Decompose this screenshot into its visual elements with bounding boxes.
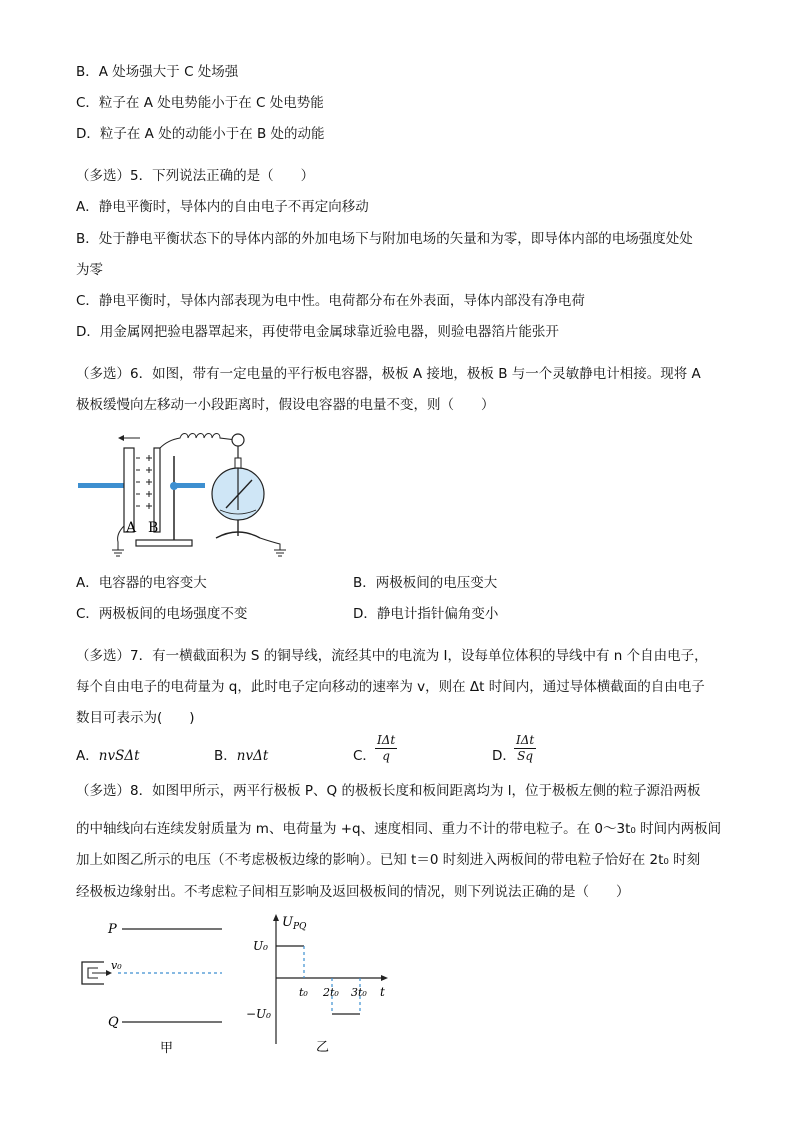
q7-option-c-label: C． — [353, 748, 376, 764]
q7-stem-line2: 每个自由电子的电荷量为 q，此时电子定向移动的速率为 v，则在 Δt 时间内，通过导体横截面的自由电子 — [76, 679, 705, 695]
q7-option-d-label: D． — [492, 748, 516, 764]
q8-stem-line4: 经极板边缘射出。不考虑粒子间相互影响及返回极板间的情况，则下列说法正确的是（ ） — [76, 884, 630, 900]
electrometer-knob — [232, 434, 244, 446]
q8-stem-line3: 加上如图乙所示的电压（不考虑极板边缘的影响）。已知 t＝0 时刻进入两板间的带电粒子恰好在 2t₀ 时刻 — [76, 852, 701, 868]
q7-option-b-expr: nvΔt — [236, 748, 269, 764]
ground-icon — [112, 550, 124, 556]
plate-b-charges — [146, 455, 152, 509]
label-p: P — [108, 922, 117, 937]
figure-jia-parallel-plates — [76, 912, 236, 1062]
connecting-wire — [160, 434, 236, 449]
q5-option-b-line1: B．处于静电平衡状态下的导体内部的外加电场下与附加电场的矢量和为零，即导体内部的电场强度处处 — [76, 231, 693, 247]
q7-option-b-label: B． — [214, 748, 237, 764]
figure-yi-voltage-graph — [246, 910, 396, 1060]
q4-option-b: B．A 处场强大于 C 处场强 — [76, 64, 239, 80]
ground-icon — [274, 550, 286, 556]
q6-stem-line2: 极板缓慢向左移动一小段距离时，假设电容器的电量不变，则（ ） — [76, 397, 495, 413]
q8-stem-line1: （多选）8．如图甲所示，两平行极板 P、Q 的极板长度和板间距离均为 l，位于极板左侧的粒子源沿两板 — [76, 783, 701, 799]
axis-label-t: t — [380, 985, 385, 999]
q7-option-a — [76, 746, 140, 766]
q7-option-c-numerator: IΔt — [377, 733, 396, 747]
caption-yi: 乙 — [316, 1040, 330, 1055]
axis-arrow-icon — [273, 914, 279, 921]
label-t0: t₀ — [299, 986, 308, 999]
stand-base — [136, 540, 192, 546]
capacitor-electrometer-figure — [76, 426, 300, 560]
plate-b-label: B — [148, 520, 159, 536]
q6-option-a: A．电容器的电容变大 — [76, 575, 207, 591]
label-u0: U₀ — [253, 939, 268, 953]
plate-a-label: A — [126, 520, 137, 536]
plate-a-charges — [136, 458, 140, 506]
clamp — [170, 482, 178, 490]
label-neg-u0: −U₀ — [246, 1007, 271, 1021]
q5-option-c: C．静电平衡时，导体内部表现为电中性。电荷都分布在外表面，导体内部没有净电荷 — [76, 293, 585, 309]
q7-stem-line3: 数目可表示为( ) — [76, 710, 195, 726]
q7-stem-line1: （多选）7．有一横截面积为 S 的铜导线，流经其中的电流为 I，设每单位体积的导线中有 n 个自由电子， — [76, 648, 708, 664]
q7-option-b — [214, 746, 268, 766]
label-3t0: 3t₀ — [351, 986, 367, 999]
q8-stem-line2: 的中轴线向右连续发射质量为 m、电荷量为 +q、速度相同、重力不计的带电粒子。在 0～3t₀ 时间内两板间 — [76, 821, 722, 837]
axis-label-u: $U_{PQ}$ — [282, 915, 307, 932]
q7-option-d-denominator: Sq — [517, 749, 534, 763]
q6-option-d: D．静电计指针偏角变小 — [353, 606, 499, 622]
q6-option-c: C．两极板间的电场强度不变 — [76, 606, 248, 622]
axis-arrow-icon — [381, 975, 388, 981]
q6-option-b: B．两极板间的电压变大 — [353, 575, 498, 591]
arrow-left-icon — [118, 435, 124, 441]
q7-option-a-expr: nvSΔt — [98, 748, 140, 764]
caption-jia: 甲 — [160, 1041, 174, 1056]
q7-option-d-fraction — [514, 733, 536, 764]
q7-option-c-fraction — [375, 733, 397, 764]
horizontal-rod — [78, 483, 128, 488]
q4-option-c: C．粒子在 A 处电势能小于在 C 处电势能 — [76, 95, 324, 111]
q7-option-d-numerator: IΔt — [516, 733, 535, 747]
q6-stem-line1: （多选）6．如图，带有一定电量的平行板电容器，极板 A 接地，极板 B 与一个灵敏静电计相接。现将 A — [76, 366, 701, 382]
label-q: Q — [108, 1015, 119, 1030]
q5-option-a: A．静电平衡时，导体内的自由电子不再定向移动 — [76, 199, 369, 215]
q5-option-d: D．用金属网把验电器罩起来，再使带电金属球靠近验电器，则验电器箔片能张开 — [76, 324, 559, 340]
q5-stem: （多选）5．下列说法正确的是（ ） — [76, 168, 315, 184]
q7-option-a-label: A． — [76, 748, 99, 764]
q5-option-b-line2: 为零 — [76, 262, 103, 278]
q7-option-c-denominator: q — [382, 749, 390, 763]
label-2t0: 2t₀ — [323, 986, 339, 999]
q4-option-d: D．粒子在 A 处的动能小于在 B 处的动能 — [76, 126, 325, 142]
label-v0: v₀ — [111, 959, 122, 972]
